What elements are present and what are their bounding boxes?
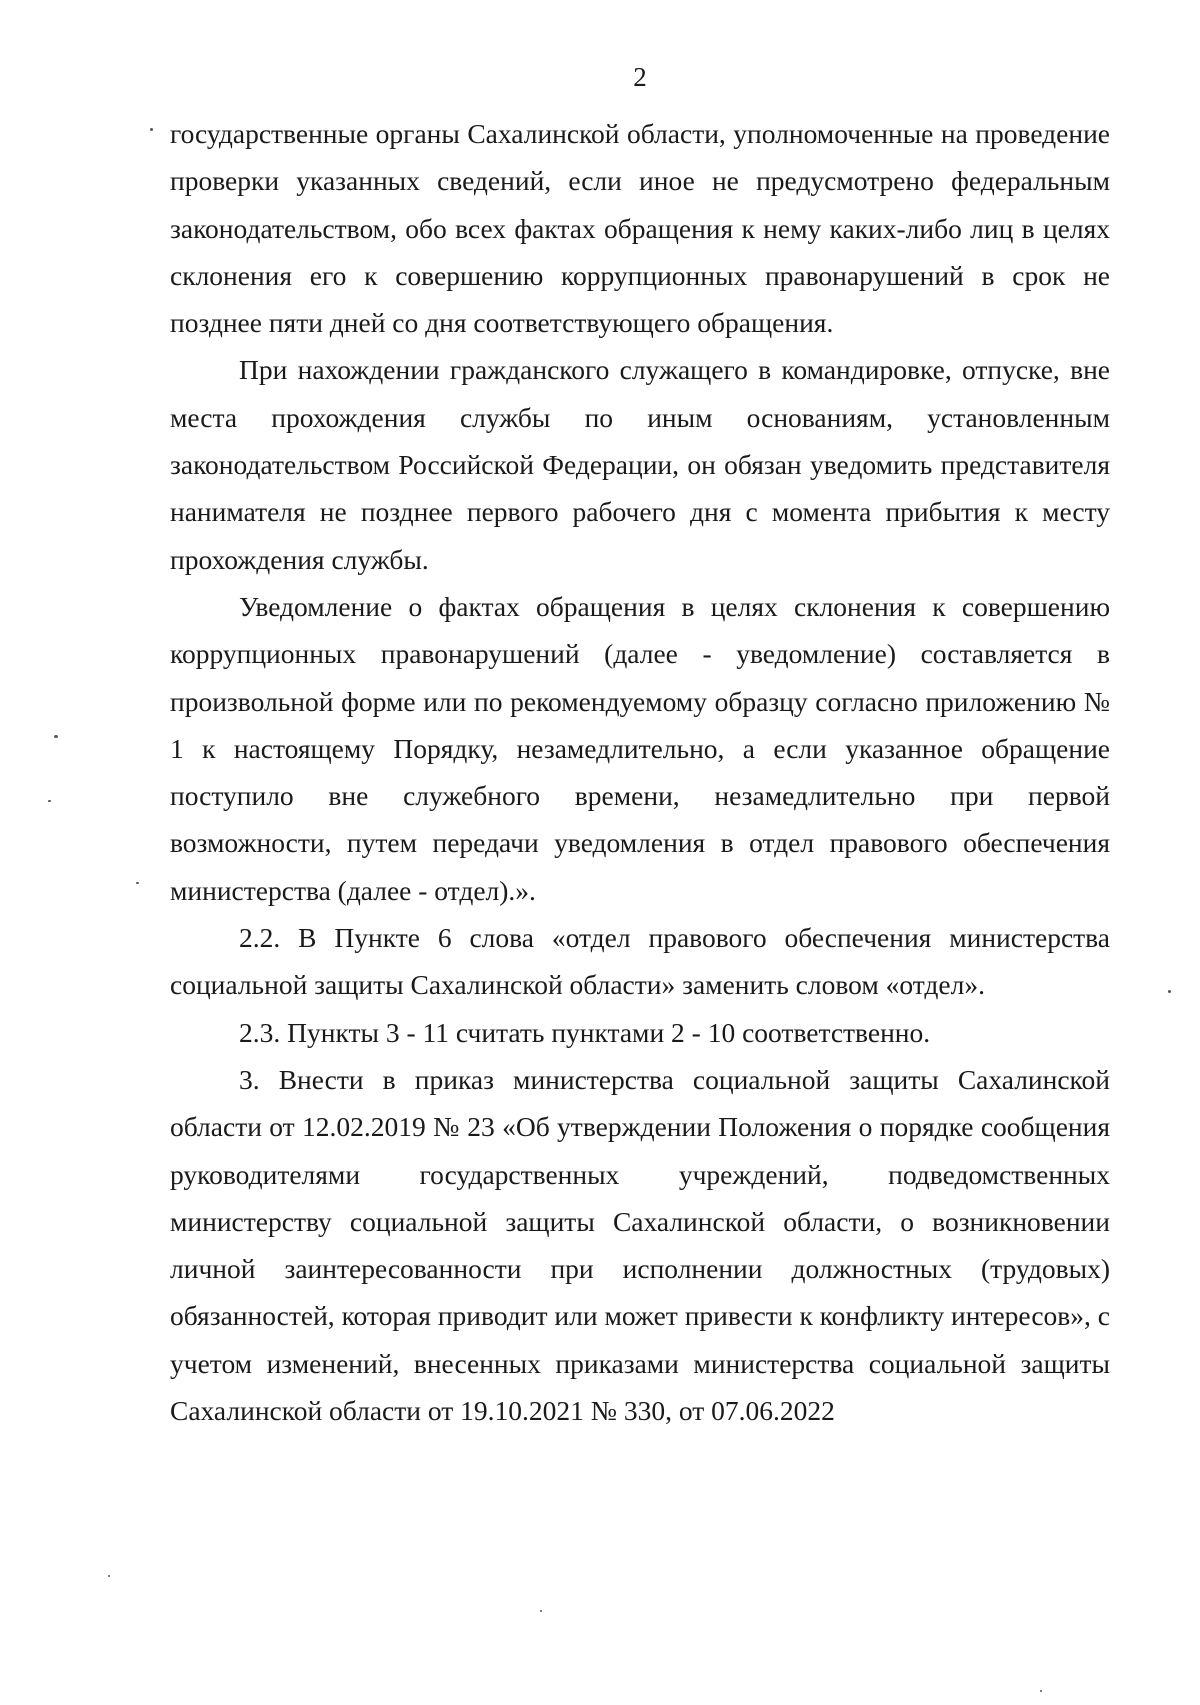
scan-speck <box>48 800 51 802</box>
scan-speck <box>540 1610 542 1612</box>
paragraph-item-3: 3. Внести в приказ министерства социальной защиты Сахалинской области от 12.02.2019 № 23 «Об утверждении Положения о порядке сообщения руководителями государственных учреждений, подведомственных министерству социальной защиты Сахалинской области, о возникновении личной заинтересованности при исполнении должностных (трудовых) обязанностей, которая приводит или может привести к конфликту интересов», с учетом изменений, внесенных приказами министерства социальной защиты Сахалинской области от 19.10.2021 № 330, от 07.06.2022 <box>170 1063 1110 1427</box>
paragraph-item-2-2: 2.2. В Пункте 6 слова «отдел правового обеспечения министерства социальной защиты Сахалинской области» заменить словом «отдел». <box>170 922 1110 1001</box>
scan-speck <box>1040 1690 1042 1692</box>
scan-speck <box>150 128 153 131</box>
scan-speck <box>108 1575 110 1577</box>
paragraph-item-2-3: 2.3. Пункты 3 - 11 считать пунктами 2 - 10 соответственно. <box>239 1016 931 1048</box>
paragraph-business-trip: При нахождении гражданского служащего в командировке, отпуске, вне места прохождения службы по иным основаниям, установленным законодательством Российской Федерации, он обязан уведомить представителя нанимателя не позднее первого рабочего дня с момента прибытия к месту прохождения службы. <box>170 354 1110 575</box>
scan-speck <box>1168 990 1171 993</box>
page-number: 2 <box>633 62 647 92</box>
paragraph-continuation: государственные органы Сахалинской области, уполномоченные на проведение проверки указанных сведений, если иное не предусмотрено федеральным законодательством, обо всех фактах обращения к нему каких-либо лиц в целях склонения его к совершению коррупционных правонарушений в срок не позднее пяти дней со дня соответствующего обращения. <box>170 118 1110 339</box>
scan-speck <box>54 735 58 738</box>
scan-speck <box>136 882 139 884</box>
paragraph-notification: Уведомление о фактах обращения в целях склонения к совершению коррупционных правонарушений (далее - уведомление) составляется в произвольной форме или по рекомендуемому образцу согласно приложению № 1 к настоящему Порядку, незамедлительно, а если указанное обращение поступило вне служебного времени, незамедлительно при первой возможности, путем передачи уведомления в отдел правового обеспечения министерства (далее - отдел).». <box>170 590 1110 906</box>
document-body <box>170 110 1110 1434</box>
